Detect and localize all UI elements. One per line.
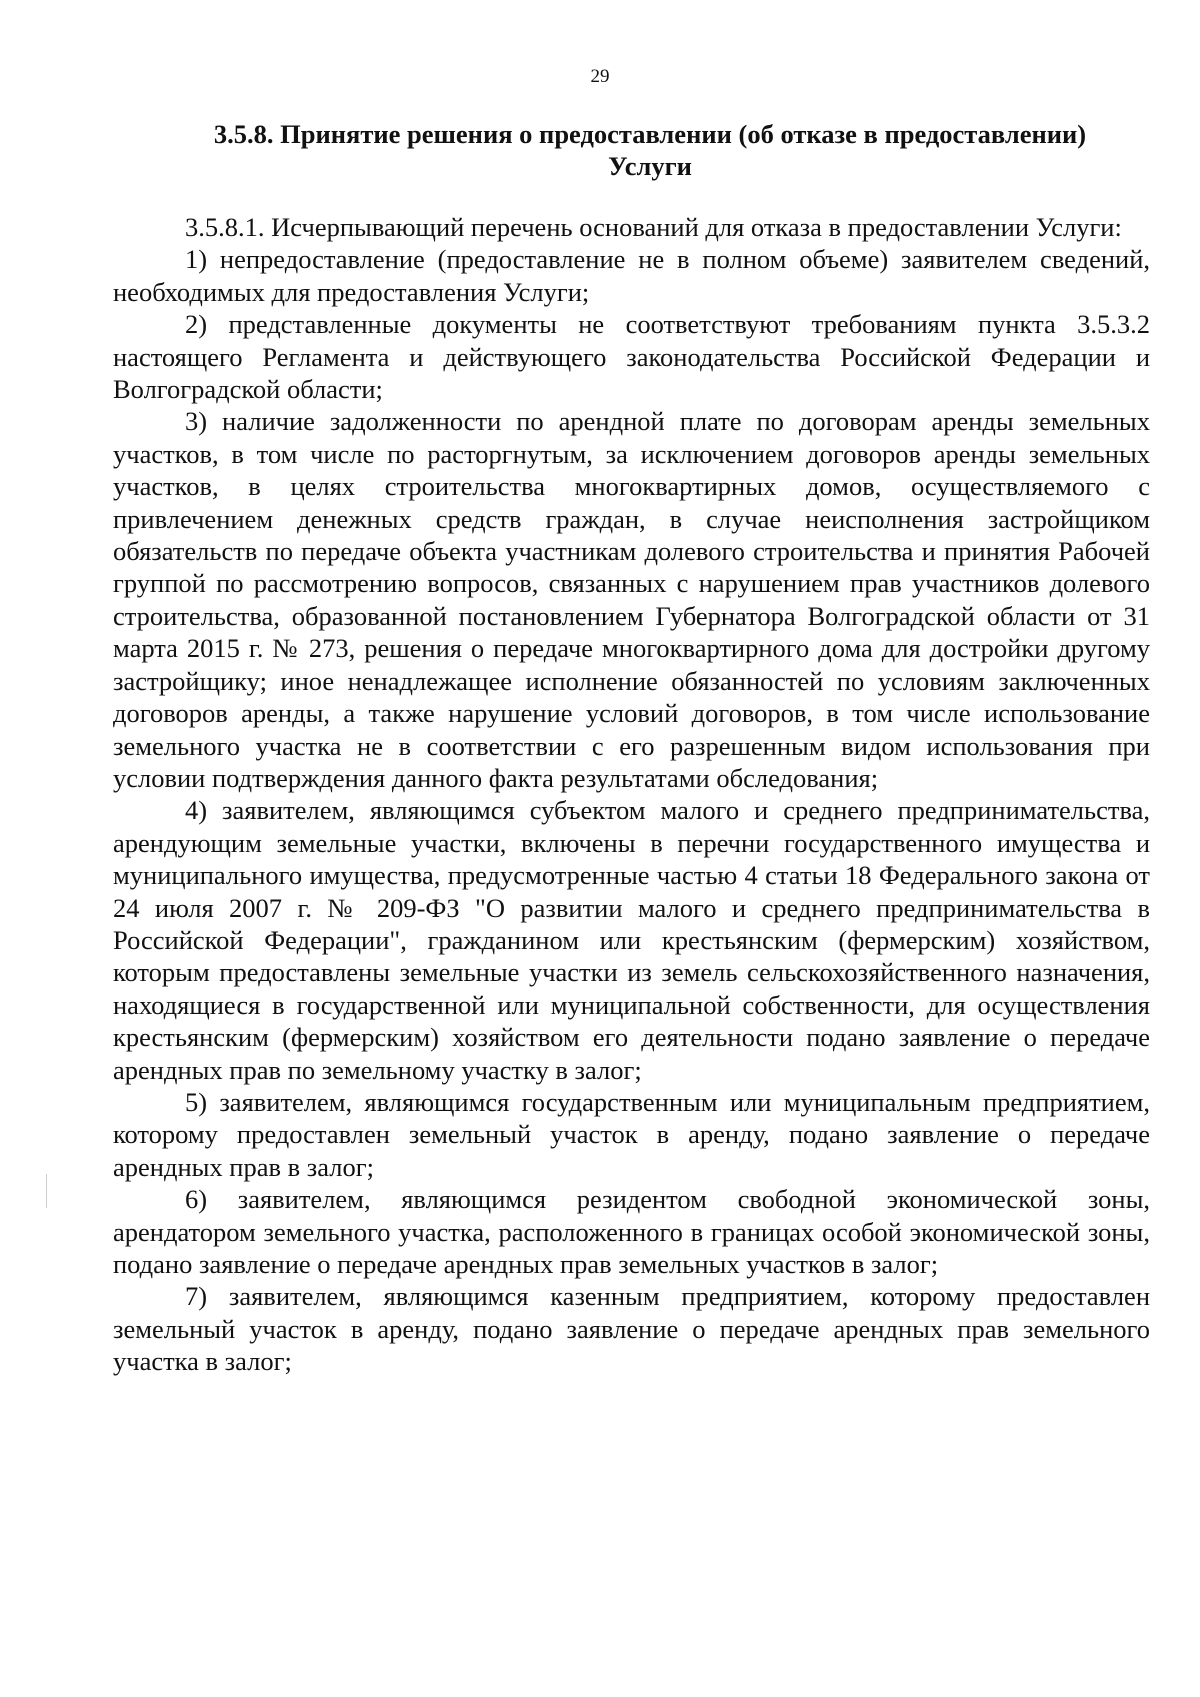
section-heading-line-1: 3.5.8. Принятие решения о предоставлении (об отказе в предоставлении): [213, 119, 1087, 149]
list-item-3: 3) наличие задолженности по арендной плате по договорам аренды земельных участков, в том числе по расторгнутым, за исключением договоров аренды земельных участков, в целях строительства многоквартирных домов, осуществляемого с привлечением денежных средств граждан, в случае неисполнения застройщиком обязательств по передаче объекта участникам долевого строительства и принятия Рабочей группой по рассмотрению вопросов, связанных с нарушением прав участников долевого строительства, образованной постановлением Губернатора Волгоградской области от 31 марта 2015 г. № 273, решения о передаче многоквартирного дома для достройки другому застройщику; иное ненадлежащее исполнение обязанностей по условиям заключенных договоров аренды, а также нарушение условий договоров, в том числе использование земельного участка не в соответствии с его разрешенным видом использования при условии подтверждения данного факта результатами обследования;: [113, 406, 1150, 793]
list-item-4: 4) заявителем, являющимся субъектом малого и среднего предпринимательства, арендующим земельные участки, включены в перечни государственного имущества и муниципального имущества, предусмотренные частью 4 статьи 18 Федерального закона от 24 июля 2007 г. № 209-ФЗ "О развитии малого и среднего предпринимательства в Российской Федерации", гражданином или крестьянским (фермерским) хозяйством, которым предоставлены земельные участки из земель сельскохозяйственного назначения, находящиеся в государственной или муниципальной собственности, для осуществления крестьянским (фермерским) хозяйством его деятельности подано заявление о передаче арендных прав по земельному участку в залог;: [113, 795, 1150, 1085]
section-heading-line-2: Услуги: [608, 151, 692, 181]
list-item-7: 7) заявителем, являющимся казенным предприятием, которому предоставлен земельный участок в аренду, подано заявление о передаче арендных прав земельного участка в залог;: [113, 1281, 1150, 1377]
list-item-6: 6) заявителем, являющимся резидентом свободной экономической зоны, арендатором земельного участка, расположенного в границах особой экономической зоны, подано заявление о передаче арендных прав земельных участков в залог;: [113, 1184, 1150, 1279]
list-item-2: 2) представленные документы не соответствуют требованиям пункта 3.5.3.2 настоящего Регламента и действующего законодательства Российской Федерации и Волгоградской области;: [113, 309, 1150, 405]
section-heading: [150, 118, 1150, 182]
page-number: 29: [590, 66, 610, 87]
list-item-1: 1) непредоставление (предоставление не в полном объеме) заявителем сведений, необходимых для предоставления Услуги;: [113, 244, 1150, 307]
paragraph-intro: 3.5.8.1. Исчерпывающий перечень оснований для отказа в предоставлении Услуги:: [185, 212, 1122, 242]
document-body: [113, 211, 1150, 1378]
list-item-5: 5) заявителем, являющимся государственным или муниципальным предприятием, которому предоставлен земельный участок в аренду, подано заявление о передаче арендных прав в залог;: [113, 1086, 1150, 1182]
scan-artifact-line: [46, 1174, 47, 1208]
